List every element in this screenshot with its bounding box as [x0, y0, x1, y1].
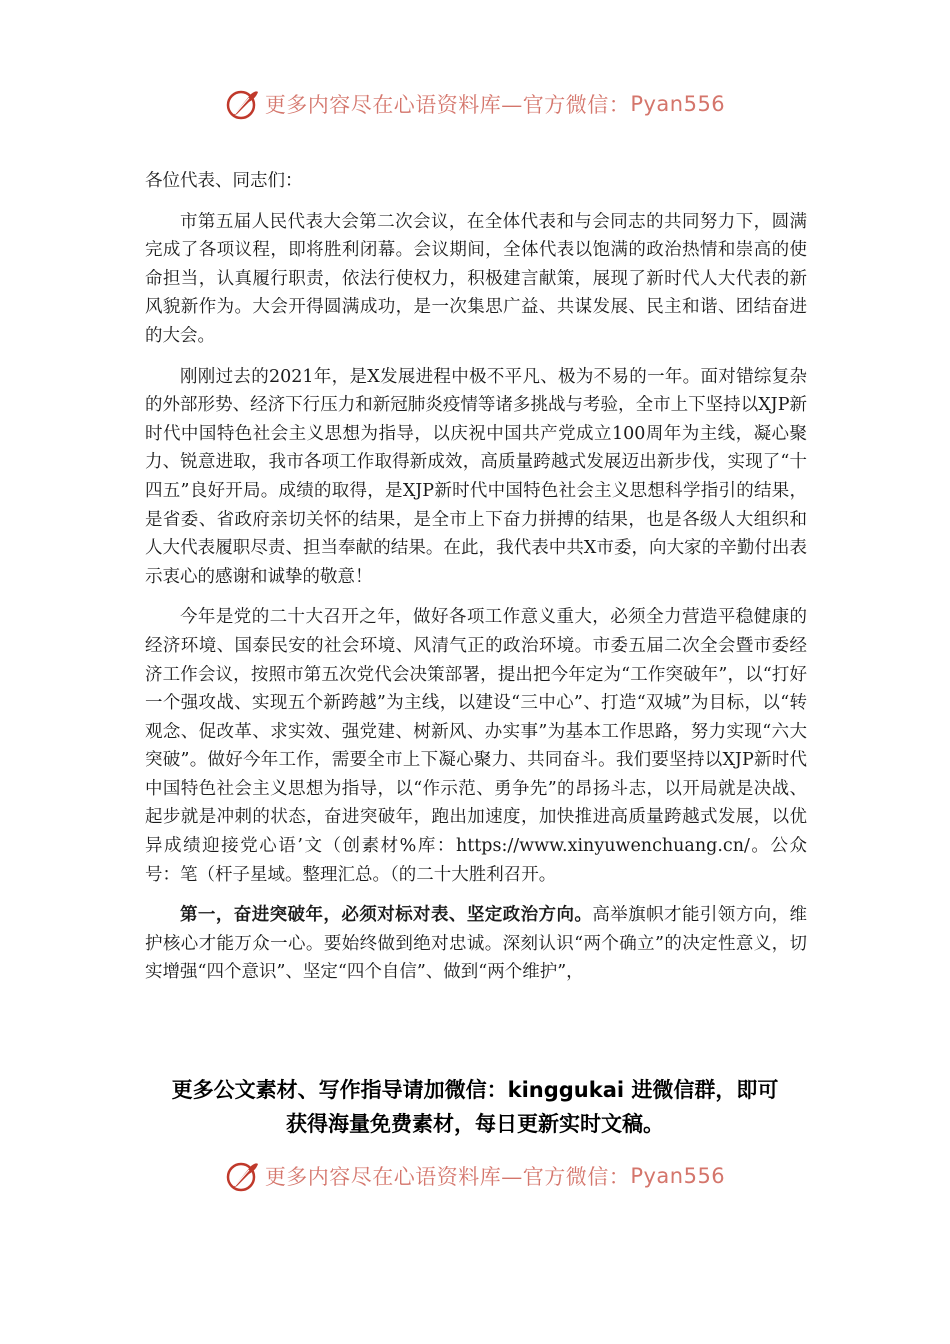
document-body: [145, 167, 807, 999]
promo-line: 获得海量免费素材，每日更新实时文稿。: [286, 1112, 664, 1136]
paragraph: 市第五届人民代表大会第二次会议，在全体代表和与会同志的共同努力下，圆满完成了各项议程，即将胜利闭幕。会议期间，全体代表以饱满的政治热情和崇高的使命担当，认真履行职责，依法行使权力，积极建言献策，展现了新时代人大代表的新风貌新作为。大会开得圆满成功，是一次集思广益、共谋发展、民主和谐、团结奋进的大会。: [145, 211, 807, 346]
promo-notice: [95, 1073, 855, 1141]
paragraph: 刚刚过去的2021年，是X发展进程中极不平凡、极为不易的一年。面对错综复杂的外部形势、经济下行压力和新冠肺炎疫情等诸多挑战与考验，全市上下坚持以XJP新时代中国特色社会主义思想为指导，以庆祝中国共产党成立100周年为主线，凝心聚力、锐意进取，我市各项工作取得新成效，高质量跨越式发展迈出新步伐，实现了“十四五”良好开局。成绩的取得，是XJP新时代中国特色社会主义思想科学指引的结果，是省委、省政府亲切关怀的结果，是全市上下奋力拼搏的结果，也是各级人大组织和人大代表履职尽责、担当奉献的结果。在此，我代表中共X市委，向大家的辛勤付出表示衷心的感谢和诚挚的敬意！: [145, 366, 807, 587]
point-1-heading: 第一，奋进突破年，必须对标对表、坚定政治方向。: [180, 905, 593, 926]
banner-text: 更多内容尽在心语资料库—官方微信：: [264, 1165, 631, 1189]
point-1: [145, 901, 807, 987]
header-banner: [0, 84, 950, 124]
paragraph: 今年是党的二十大召开之年，做好各项工作意义重大，必须全力营造平稳健康的经济环境、国泰民安的社会环境、风清气正的政治环境。市委五届二次全会暨市委经济工作会议，按照市第五次党代会决策部署，提出把今年定为“工作突破年”，以“打好一个强攻战、实现五个新跨越”为主线，以建设“三中心”、打造“双城”为目标，以“转观念、促改革、求实效、强党建、树新风、办实事”为基本工作思路，努力实现“六大突破”。做好今年工作，需要全市上下凝心聚力、共同奋斗。我们要坚持以XJP新时代中国特色社会主义思想为指导，以“作示范、勇争先”的昂扬斗志，以开局就是决战、起步就是冲刺的状态，奋进突破年，跑出加速度，加快推进高质量跨越式发展，以优异成绩迎接党心语’文（创素材%库：https://www.xinyuwenchuang.cn/。公众号：笔（杆子星域。整理汇总。（的二十大胜利召开。: [145, 607, 807, 885]
feather-pen-icon: [225, 1158, 261, 1194]
banner-wechat-id: Pyan556: [630, 92, 726, 116]
greeting: 各位代表、同志们：: [145, 171, 303, 191]
banner-text: 更多内容尽在心语资料库—官方微信：: [264, 93, 631, 117]
footer-banner: [0, 1156, 950, 1196]
banner-wechat-id: Pyan556: [630, 1164, 726, 1188]
promo-line: 更多公文素材、写作指导请加微信：kinggukai 进微信群，即可: [171, 1078, 779, 1102]
point-1-text: 高举旗帜才能引领方向，维护核心才能万众一心。要始终做到绝对忠诚。深刻认识“两个确立”的决定性意义，切实增强“四个意识”、坚定“四个自信”、做到“两个维护”，: [145, 905, 808, 983]
feather-pen-icon: [225, 86, 261, 122]
